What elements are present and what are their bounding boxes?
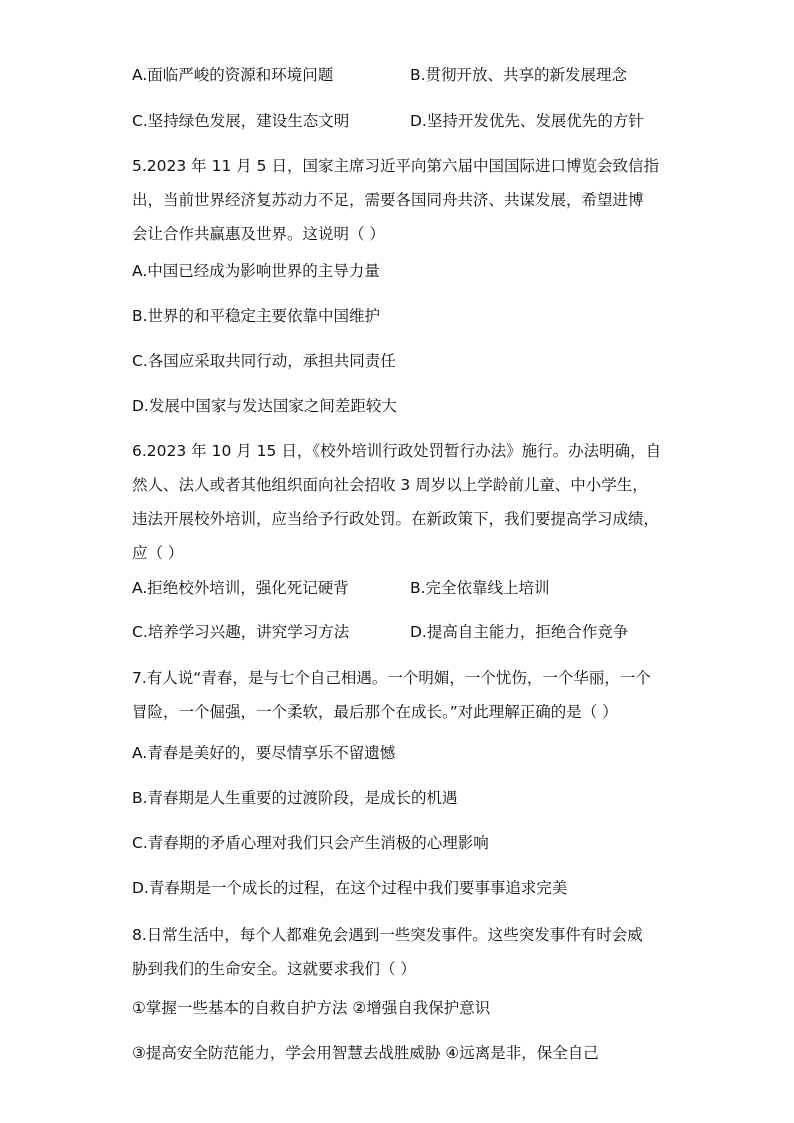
q7-option-b: B.青春期是人生重要的过渡阶段，是成长的机遇 [132,789,458,807]
q6-option-b: B.完全依靠线上培训 [410,579,550,597]
q6-stem-line: 违法开展校外培训，应当给予行政处罚。在新政策下，我们要提高学习成绩， [132,510,660,528]
q8-stem-line: 胁到我们的生命安全。这就要求我们（ ） [132,960,416,978]
q8-choices-row-1: ①掌握一些基本的自救自护方法 ②增强自我保护意识 [132,999,491,1017]
q7-stem-line: 7.有人说“青春，是与七个自己相遇。一个明媚，一个忧伤，一个华丽，一个 [132,669,651,687]
q4-option-d: D.坚持开发优先、发展优先的方针 [410,112,644,130]
q5-option-b: B.世界的和平稳定主要依靠中国维护 [132,307,381,325]
q7-option-a: A.青春是美好的，要尽情享乐不留遗憾 [132,744,396,762]
q7-stem-line: 冒险，一个倔强，一个柔软，最后那个在成长。”对此理解正确的是（ ） [132,703,618,721]
q6-stem-line: 6.2023 年 10 月 15 日，《校外培训行政处罚暂行办法》施行。办法明确，自 [132,442,662,460]
q5-stem-line: 会让合作共赢惠及世界。这说明（ ） [132,225,385,243]
q5-option-a: A.中国已经成为影响世界的主导力量 [132,262,380,280]
q5-option-c: C.各国应采取共同行动，承担共同责任 [132,352,396,370]
q6-option-c: C.培养学习兴趣，讲究学习方法 [132,623,350,641]
q6-stem-line: 然人、法人或者其他组织面向社会招收 3 周岁以上学龄前儿童、中小学生， [132,476,648,494]
q6-option-d: D.提高自主能力，拒绝合作竞争 [410,623,629,641]
q8-stem [132,925,662,993]
q5-option-d: D.发展中国家与发达国家之间差距较大 [132,397,397,415]
q6-stem-line: 应（ ） [132,544,184,562]
q5-stem-line: 5.2023 年 11 月 5 日，国家主席习近平向第六届中国国际进口博览会致信指 [132,157,659,175]
q7-stem [132,668,662,736]
q4-option-c: C.坚持绿色发展，建设生态文明 [132,112,350,130]
q8-stem-line: 8.日常生活中，每个人都难免会遇到一些突发事件。这些突发事件有时会威 [132,926,643,944]
q4-option-a: A.面临严峻的资源和环境问题 [132,66,334,84]
q5-stem [132,156,662,258]
q4-option-b: B.贯彻开放、共享的新发展理念 [410,66,628,84]
q5-stem-line: 出，当前世界经济复苏动力不足，需要各国同舟共济、共谋发展，希望进博 [132,191,644,209]
q6-stem [132,441,662,577]
q7-option-c: C.青春期的矛盾心理对我们只会产生消极的心理影响 [132,834,489,852]
q6-option-a: A.拒绝校外培训，强化死记硬背 [132,579,349,597]
q7-option-d: D.青春期是一个成长的过程，在这个过程中我们要事事追求完美 [132,879,568,897]
q8-choices-row-2: ③提高安全防范能力，学会用智慧去战胜威胁 ④远离是非，保全自己 [132,1044,599,1062]
